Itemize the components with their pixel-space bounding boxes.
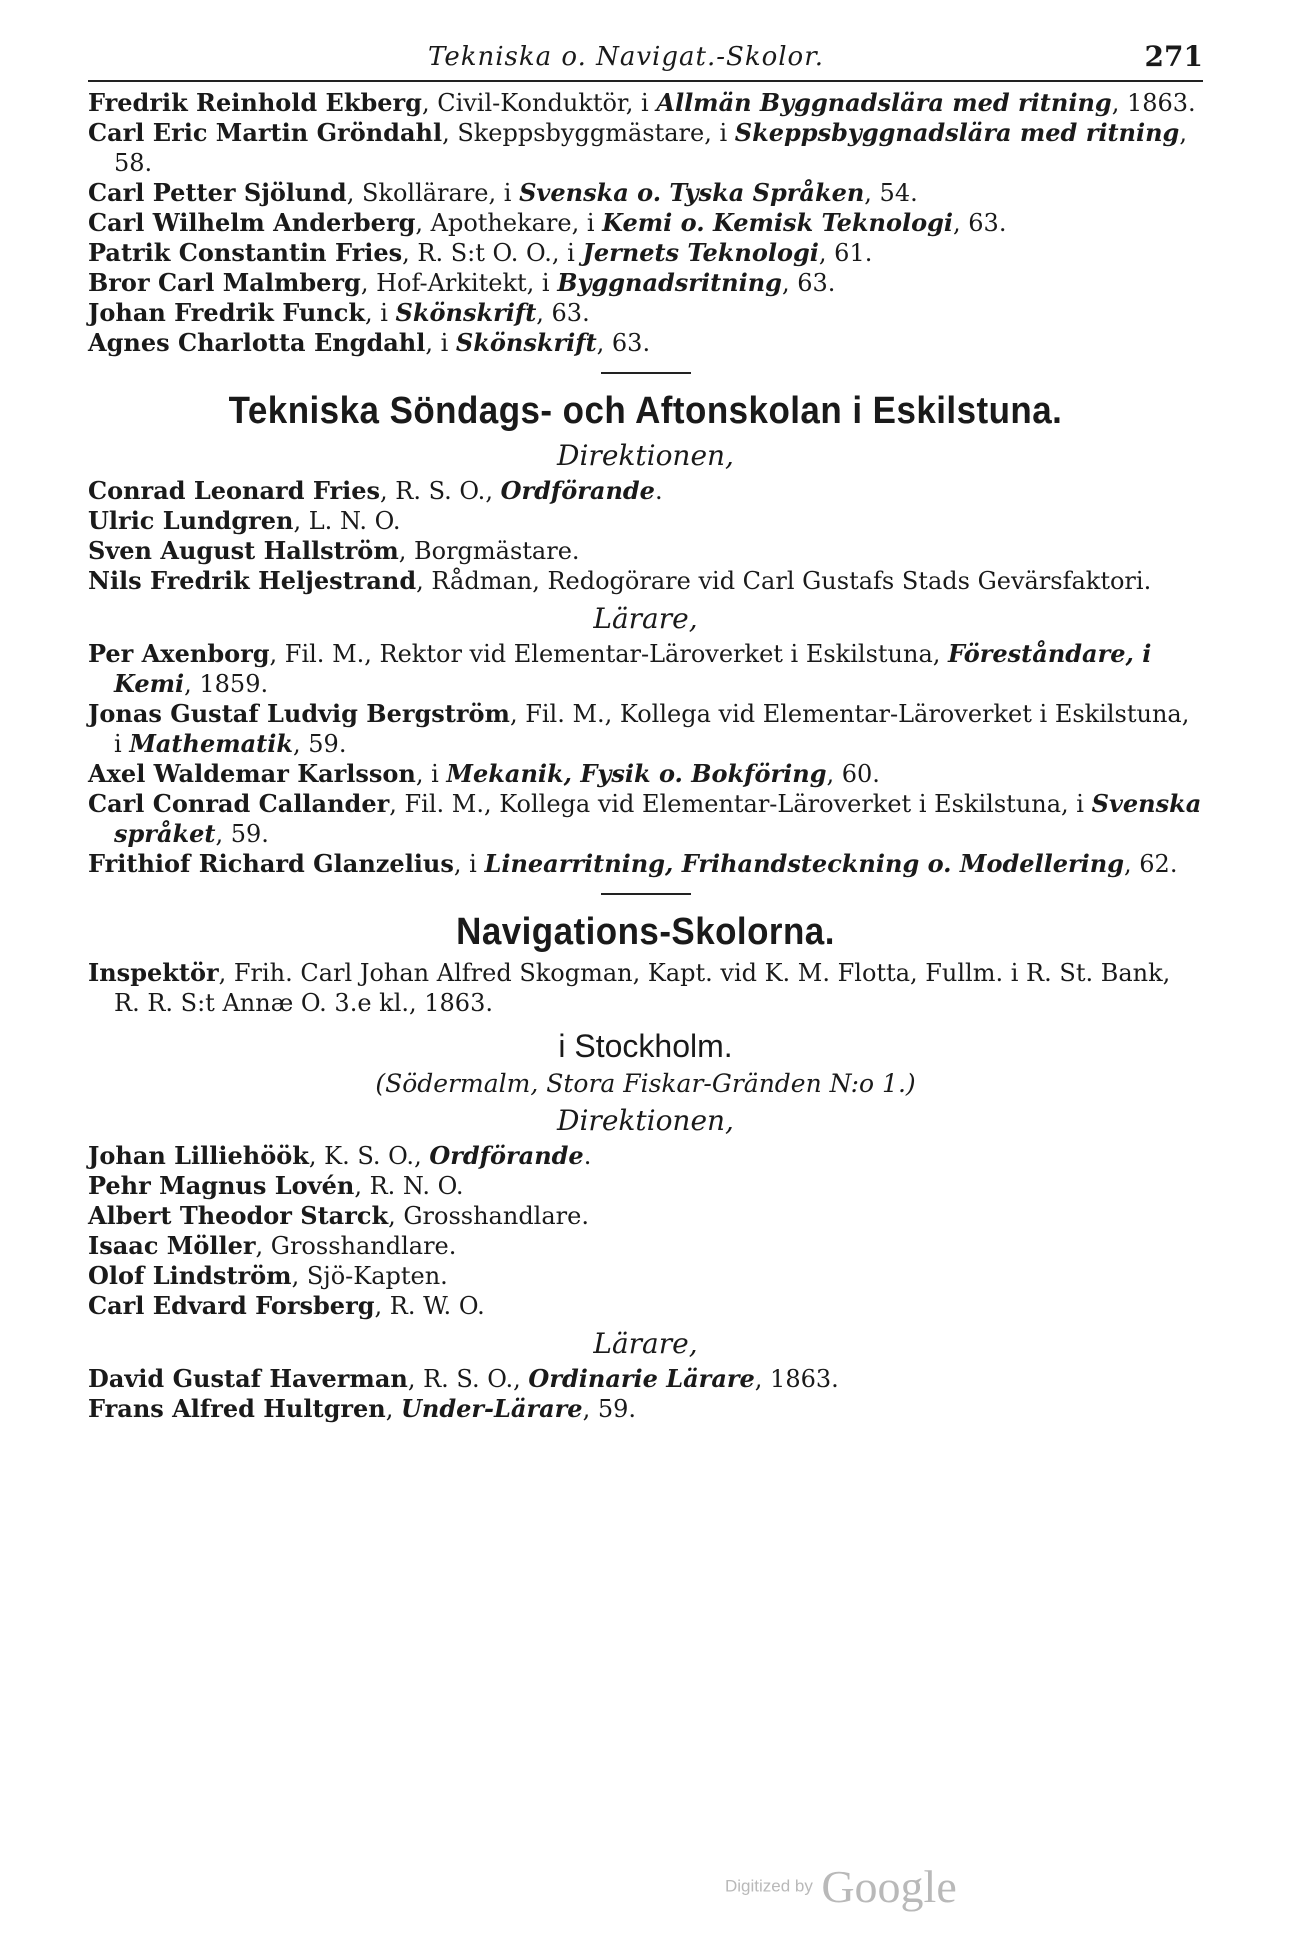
- list-item: Per Axenborg, Fil. M., Rektor vid Elementar-Läroverket i Eskilstuna, Föreståndare, i Kemi, 1859.: [88, 639, 1152, 698]
- list-item: Carl Eric Martin Gröndahl, Skeppsbyggmästare, i Skeppsbyggnadslära med ritning, 58.: [88, 118, 1187, 177]
- list-item: Axel Waldemar Karlsson, i Mekanik, Fysik o. Bokföring, 60.: [88, 759, 880, 788]
- divider: [601, 372, 691, 374]
- running-head: [88, 40, 1203, 82]
- list-item: Isaac Möller, Grosshandlare.: [88, 1231, 457, 1260]
- list-item: Fredrik Reinhold Ekberg, Civil-Konduktör, i Allmän Byggnadslära med ritning, 1863.: [88, 88, 1196, 117]
- list-item: Bror Carl Malmberg, Hof-Arkitekt, i Byggnadsritning, 63.: [88, 268, 836, 297]
- list-item: Frithiof Richard Glanzelius, i Linearritning, Frihandsteckning o. Modellering, 62.: [88, 849, 1178, 878]
- list-item: Frans Alfred Hultgren, Under-Lärare, 59.: [88, 1394, 636, 1423]
- google-logo: Google: [821, 1861, 957, 1912]
- direktionen-heading: Direktionen,: [557, 1104, 734, 1137]
- eskilstuna-direktionen-list: [88, 476, 1203, 596]
- watermark-prefix: Digitized by: [725, 1876, 813, 1896]
- section-title-navigation: Navigations-Skolorna.: [456, 911, 835, 953]
- book-page: [88, 40, 1203, 1910]
- list-item: Pehr Magnus Lovén, R. N. O.: [88, 1171, 464, 1200]
- page-number: 271: [1144, 40, 1203, 73]
- list-item: Johan Fredrik Funck, i Skönskrift, 63.: [88, 298, 590, 327]
- list-item: Agnes Charlotta Engdahl, i Skönskrift, 63.: [88, 328, 651, 357]
- list-item: Albert Theodor Starck, Grosshandlare.: [88, 1201, 589, 1230]
- navigation-larare-list: [88, 1364, 1203, 1424]
- list-item: Johan Lilliehöök, K. S. O., Ordförande.: [88, 1141, 592, 1170]
- list-item: Conrad Leonard Fries, R. S. O., Ordförande.: [88, 476, 663, 505]
- list-item: Patrik Constantin Fries, R. S:t O. O., i Jernets Teknologi, 61.: [88, 238, 873, 267]
- navigation-direktionen-list: [88, 1141, 1203, 1321]
- list-item: Sven August Hallström, Borgmästare.: [88, 536, 580, 565]
- direktionen-heading: Direktionen,: [557, 439, 734, 472]
- list-item: Ulric Lundgren, L. N. O.: [88, 506, 401, 535]
- list-item: Carl Wilhelm Anderberg, Apothekare, i Kemi o. Kemisk Teknologi, 63.: [88, 208, 1007, 237]
- divider: [601, 893, 691, 895]
- list-item: Carl Petter Sjölund, Skollärare, i Svenska o. Tyska Språken, 54.: [88, 178, 918, 207]
- list-item: David Gustaf Haverman, R. S. O., Ordinarie Lärare, 1863.: [88, 1364, 839, 1393]
- larare-heading: Lärare,: [593, 602, 698, 635]
- larare-heading: Lärare,: [593, 1327, 698, 1360]
- list-item: Carl Edvard Forsberg, R. W. O.: [88, 1291, 485, 1320]
- list-item: Nils Fredrik Heljestrand, Rådman, Redogörare vid Carl Gustafs Stads Gevärsfaktori.: [88, 566, 1152, 595]
- eskilstuna-larare-list: [88, 639, 1203, 879]
- list-item: Jonas Gustaf Ludvig Bergström, Fil. M., Kollega vid Elementar-Läroverket i Eskilstuna, i Mathematik, 59.: [88, 699, 1190, 758]
- list-item: Olof Lindström, Sjö-Kapten.: [88, 1261, 448, 1290]
- top-entry-list: [88, 88, 1203, 358]
- google-watermark: [725, 1860, 957, 1913]
- list-item: Carl Conrad Callander, Fil. M., Kollega vid Elementar-Läroverket i Eskilstuna, i Svenska språket, 59.: [88, 789, 1202, 848]
- section-title-eskilstuna: Tekniska Söndags- och Aftonskolan i Eskilstuna.: [228, 390, 1063, 432]
- place-heading: i Stockholm.: [558, 1028, 733, 1064]
- running-title: Tekniska o. Navigat.-Skolor.: [428, 42, 825, 72]
- inspector-entry: Inspektör, Frih. Carl Johan Alfred Skogman, Kapt. vid K. M. Flotta, Fullm. i R. St. Bank, R. R. S:t Annæ O. 3.e kl., 1863.: [88, 958, 1171, 1017]
- address-line: (Södermalm, Stora Fiskar-Gränden N:o 1.): [375, 1069, 916, 1098]
